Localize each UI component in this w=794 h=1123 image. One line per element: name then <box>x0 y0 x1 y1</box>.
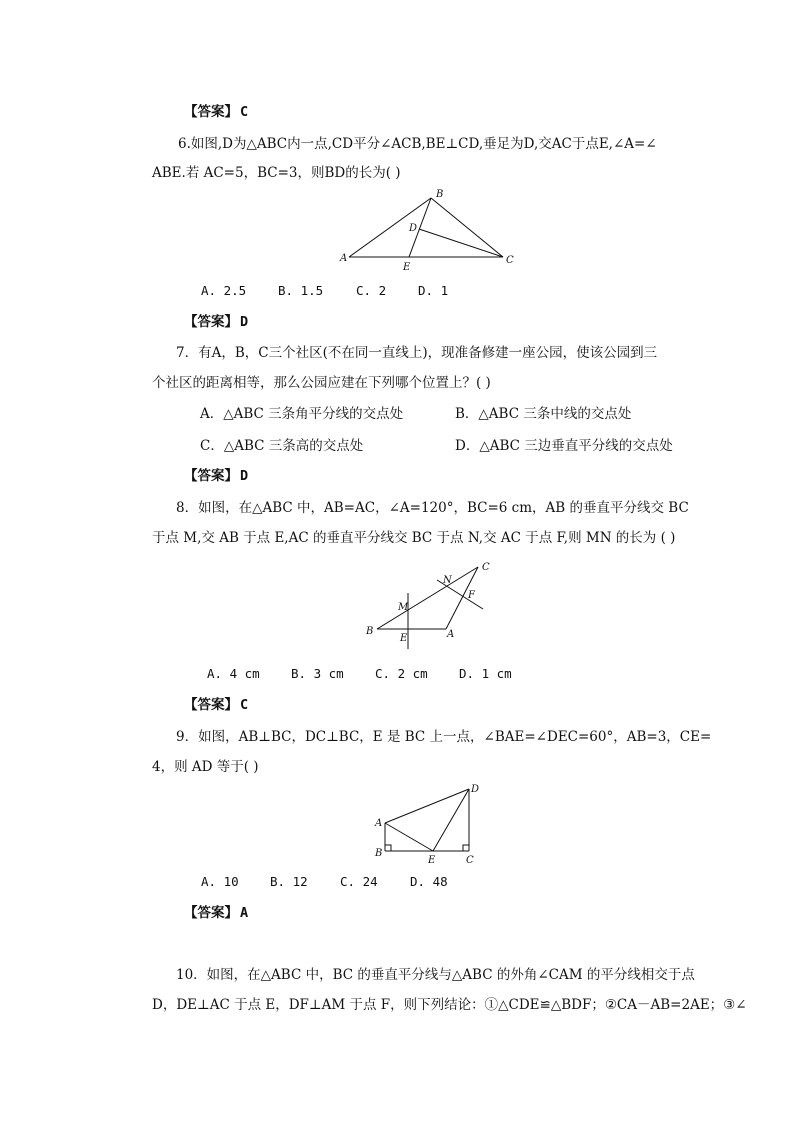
question-6-line-1: 6.如图,D为△ABC内一点,CD平分∠ACB,BE⊥CD,垂足为D,交AC于点E,∠A=∠ <box>178 136 657 152</box>
q9-option-a: A. 10 <box>201 874 239 889</box>
answer-label: 【答案】 <box>184 905 238 921</box>
question-8-line-1: 8．如图，在△ABC 中，AB=AC，∠A=120°，BC=6 cm，AB 的垂直平分线交 BC <box>176 500 689 516</box>
answer-q6 <box>184 313 248 331</box>
answer-q5 <box>184 103 248 121</box>
answer-value: C <box>240 104 249 120</box>
figure-label-E: E <box>403 262 411 273</box>
answer-q9 <box>184 904 248 922</box>
figure-label-M: M <box>398 602 409 613</box>
q8-option-b: B. 3 cm <box>291 666 344 681</box>
q7-option-b: B．△ABC 三条中线的交点处 <box>455 406 632 422</box>
question-8-line-2: 于点 M,交 AB 于点 E,AC 的垂直平分线交 BC 于点 N,交 AC 于点 F,则 MN 的长为 ( ) <box>152 530 676 546</box>
q7-option-c: C．△ABC 三条高的交点处 <box>200 438 364 454</box>
figure-label-E: E <box>428 855 436 866</box>
question-9-line-1: 9．如图，AB⊥BC，DC⊥BC，E 是 BC 上一点，∠BAE=∠DEC=60°，AB=3，CE= <box>176 729 712 745</box>
figure-q9-right-triangles <box>0 780 794 875</box>
answer-label: 【答案】 <box>184 104 238 120</box>
question-9-line-2: 4，则 AD 等于( ) <box>152 759 259 775</box>
figure-label-E: E <box>400 633 408 644</box>
right-angle-mark-b <box>385 845 391 851</box>
answer-value: D <box>240 314 249 330</box>
q8-option-d: D. 1 cm <box>459 666 512 681</box>
q7-option-a: A．△ABC 三条角平分线的交点处 <box>200 406 404 422</box>
figure-label-C: C <box>506 255 514 266</box>
q8-option-a: A. 4 cm <box>207 666 260 681</box>
figure-label-B: B <box>366 626 374 637</box>
figure-label-C: C <box>466 855 474 866</box>
answer-label: 【答案】 <box>184 468 238 484</box>
answer-q7 <box>184 467 248 485</box>
figure-label-A: A <box>375 818 383 829</box>
figure-label-B: B <box>375 848 383 859</box>
figure-label-A: A <box>340 253 348 264</box>
answer-q8 <box>184 696 248 714</box>
figure-label-F: F <box>468 590 475 601</box>
q8-option-c: C. 2 cm <box>375 666 428 681</box>
question-10-line-1: 10．如图，在△ABC 中，BC 的垂直平分线与△ABC 的外角∠CAM 的平分线相交于点 <box>176 967 695 983</box>
figure-label-B: B <box>436 189 444 200</box>
q9-option-d: D. 48 <box>410 874 448 889</box>
right-angle-mark-c <box>463 845 469 851</box>
figure-label-C: C <box>482 562 490 573</box>
q6-option-d: D. 1 <box>418 283 449 298</box>
figure-label-A: A <box>447 629 455 640</box>
figure-q8-triangle <box>0 555 794 665</box>
answer-value: A <box>240 905 249 921</box>
q6-option-a: A. 2.5 <box>201 283 247 298</box>
figure-label-D: D <box>409 223 418 234</box>
answer-label: 【答案】 <box>184 314 238 330</box>
question-6-line-2: ABE.若 AC=5，BC=3，则BD的长为( ) <box>152 165 401 181</box>
q6-option-c: C. 2 <box>356 283 387 298</box>
answer-value: C <box>240 697 249 713</box>
question-10-line-2: D，DE⊥AC 于点 E，DF⊥AM 于点 F，则下列结论：①△CDE≌△BDF；②CA－AB=2AE；③∠ <box>152 997 747 1013</box>
q7-option-d: D．△ABC 三边垂直平分线的交点处 <box>455 438 673 454</box>
question-7-line-2: 个社区的距离相等，那么公园应建在下列哪个位置上？( ) <box>152 375 491 391</box>
q9-option-c: C. 24 <box>340 874 378 889</box>
figure-label-N: N <box>443 575 452 586</box>
answer-value: D <box>240 468 249 484</box>
q6-option-b: B. 1.5 <box>278 283 324 298</box>
answer-label: 【答案】 <box>184 697 238 713</box>
question-7-line-1: 7．有A，B，C三个社区(不在同一直线上)，现准备修建一座公园，使该公园到三 <box>176 345 658 361</box>
figure-q6-triangle <box>0 185 794 305</box>
q9-option-b: B. 12 <box>270 874 308 889</box>
figure-label-D: D <box>471 784 480 795</box>
